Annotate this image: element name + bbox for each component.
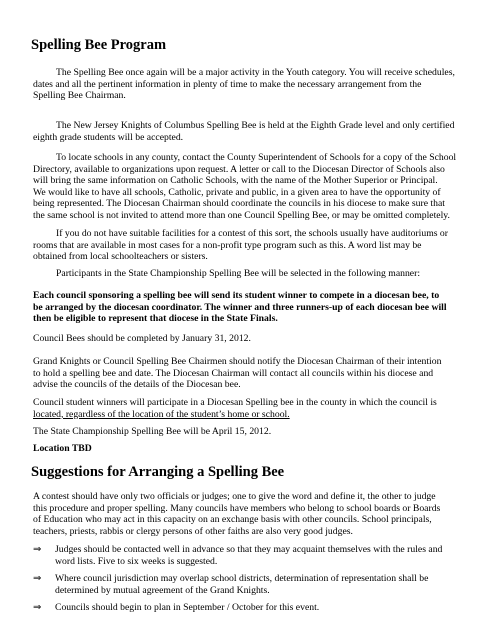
arrow-right-icon: ⇒ bbox=[33, 544, 42, 555]
text-line: the same school is not invited to attend more than one Council Spelling Bee, or may be omitted completely. bbox=[33, 209, 450, 221]
text-line: Council student winners will participate in a Diocesan Spelling bee in the county in which the council is bbox=[33, 397, 437, 408]
paragraph-location bbox=[33, 443, 483, 455]
text-line: located, regardless of the location of the student’s home or school. bbox=[33, 408, 290, 420]
paragraph-council-deadline bbox=[33, 333, 483, 345]
list-item bbox=[33, 602, 483, 614]
text-line: The State Championship Spelling Bee will be April 15, 2012. bbox=[33, 426, 272, 437]
paragraph-officials bbox=[33, 491, 483, 537]
text-line: dates and all the pertinent information in plenty of time to make the necessary arrangement from the bbox=[33, 78, 422, 90]
paragraph-intro bbox=[33, 67, 483, 102]
text-line: to hold a spelling bee and date. The Diocesan Chairman will contact all councils within his diocese and bbox=[33, 367, 434, 379]
paragraph-locate-schools bbox=[33, 152, 483, 222]
text-line: Each council sponsoring a spelling bee will send its student winner to compete in a diocesan bee, to bbox=[33, 290, 440, 301]
text-line: determined by mutual agreement of the Grand Knights. bbox=[55, 584, 270, 596]
text-line: teachers, priests, rabbis or clergy persons of other faiths are also very good judges. bbox=[33, 525, 353, 537]
text-line: To locate schools in any county, contact the County Superintendent of Schools for a copy of the School bbox=[56, 152, 457, 163]
text-line: then be eligible to represent that diocese in the State Finals. bbox=[33, 313, 278, 325]
text-line: The New Jersey Knights of Columbus Spelling Bee is held at the Eighth Grade level and only certified bbox=[56, 120, 455, 131]
text-line: A contest should have only two officials or judges; one to give the word and define it, the other to judge bbox=[33, 491, 436, 502]
text-line: obtained from local schoolteachers or sisters. bbox=[33, 251, 208, 263]
text-line: rooms that are available in most cases for a non-profit type program such as this. A word list may be bbox=[33, 239, 422, 251]
paragraph-notify-chairman bbox=[33, 356, 483, 391]
text-line: If you do not have suitable facilities for a contest of this sort, the schools usually have auditoriums or bbox=[56, 228, 448, 239]
list-item bbox=[33, 573, 483, 596]
paragraph-selection-rules bbox=[33, 290, 483, 325]
text-line: The Spelling Bee once again will be a major activity in the Youth category. You will receive schedules, bbox=[56, 67, 455, 78]
paragraph-state-date bbox=[33, 426, 483, 438]
suggestion-list bbox=[33, 544, 483, 614]
list-item bbox=[33, 544, 483, 567]
text-line: word lists. Five to six weeks is suggested. bbox=[55, 555, 218, 567]
paragraph-council-winners bbox=[33, 397, 483, 420]
text-line: eighth grade students will be accepted. bbox=[33, 131, 184, 143]
arrow-right-icon: ⇒ bbox=[33, 573, 42, 585]
text-line: Directory, available to organizations upon request. A letter or call to the Diocesan Director of Schools also bbox=[33, 163, 445, 175]
text-line: Grand Knights or Council Spelling Bee Chairmen should notify the Diocesan Chairman of their intention bbox=[33, 356, 442, 367]
section-heading-spelling-bee-program: Spelling Bee Program bbox=[31, 37, 167, 53]
paragraph-facilities bbox=[33, 228, 483, 263]
text-line: will bring the same information on Catholic Schools, with the name of the Mother Superior or Principal. bbox=[33, 175, 438, 187]
text-line: Spelling Bee Chairman. bbox=[33, 90, 126, 102]
text-line: Location TBD bbox=[33, 443, 92, 454]
text-line: advise the councils of the details of the Diocesan bee. bbox=[33, 379, 241, 391]
text-line: being represented. The Diocesan Chairman should coordinate the councils in his diocese to make sure that bbox=[33, 198, 445, 210]
text-line: of Education who may act in this capacity on an exchange basis with other councils. School principals, bbox=[33, 514, 432, 526]
text-line: Councils should begin to plan in September / October for this event. bbox=[55, 602, 320, 614]
text-line: We would like to have all schools, Catholic, private and public, in a given area to have the opportunity of bbox=[33, 186, 441, 198]
text-line: Judges should be contacted well in advance so that they may acquaint themselves with the rules and bbox=[55, 544, 443, 555]
text-line: this procedure and proper spelling. Many councils have members who belong to school boards or Boards bbox=[33, 502, 441, 514]
text-line: Where council jurisdiction may overlap school districts, determination of representation shall be bbox=[55, 573, 429, 585]
text-line: be arranged by the diocesan coordinator. The winner and three runners-up of each diocesan bee will bbox=[33, 301, 447, 313]
text-line: Council Bees should be completed by January 31, 2012. bbox=[33, 333, 251, 344]
paragraph-eighth-grade bbox=[33, 120, 483, 143]
paragraph-participants bbox=[33, 268, 483, 280]
arrow-right-icon: ⇒ bbox=[33, 602, 42, 614]
text-line: Participants in the State Championship Spelling Bee will be selected in the following manner: bbox=[56, 268, 421, 279]
section-heading-suggestions: Suggestions for Arranging a Spelling Bee bbox=[31, 464, 285, 480]
